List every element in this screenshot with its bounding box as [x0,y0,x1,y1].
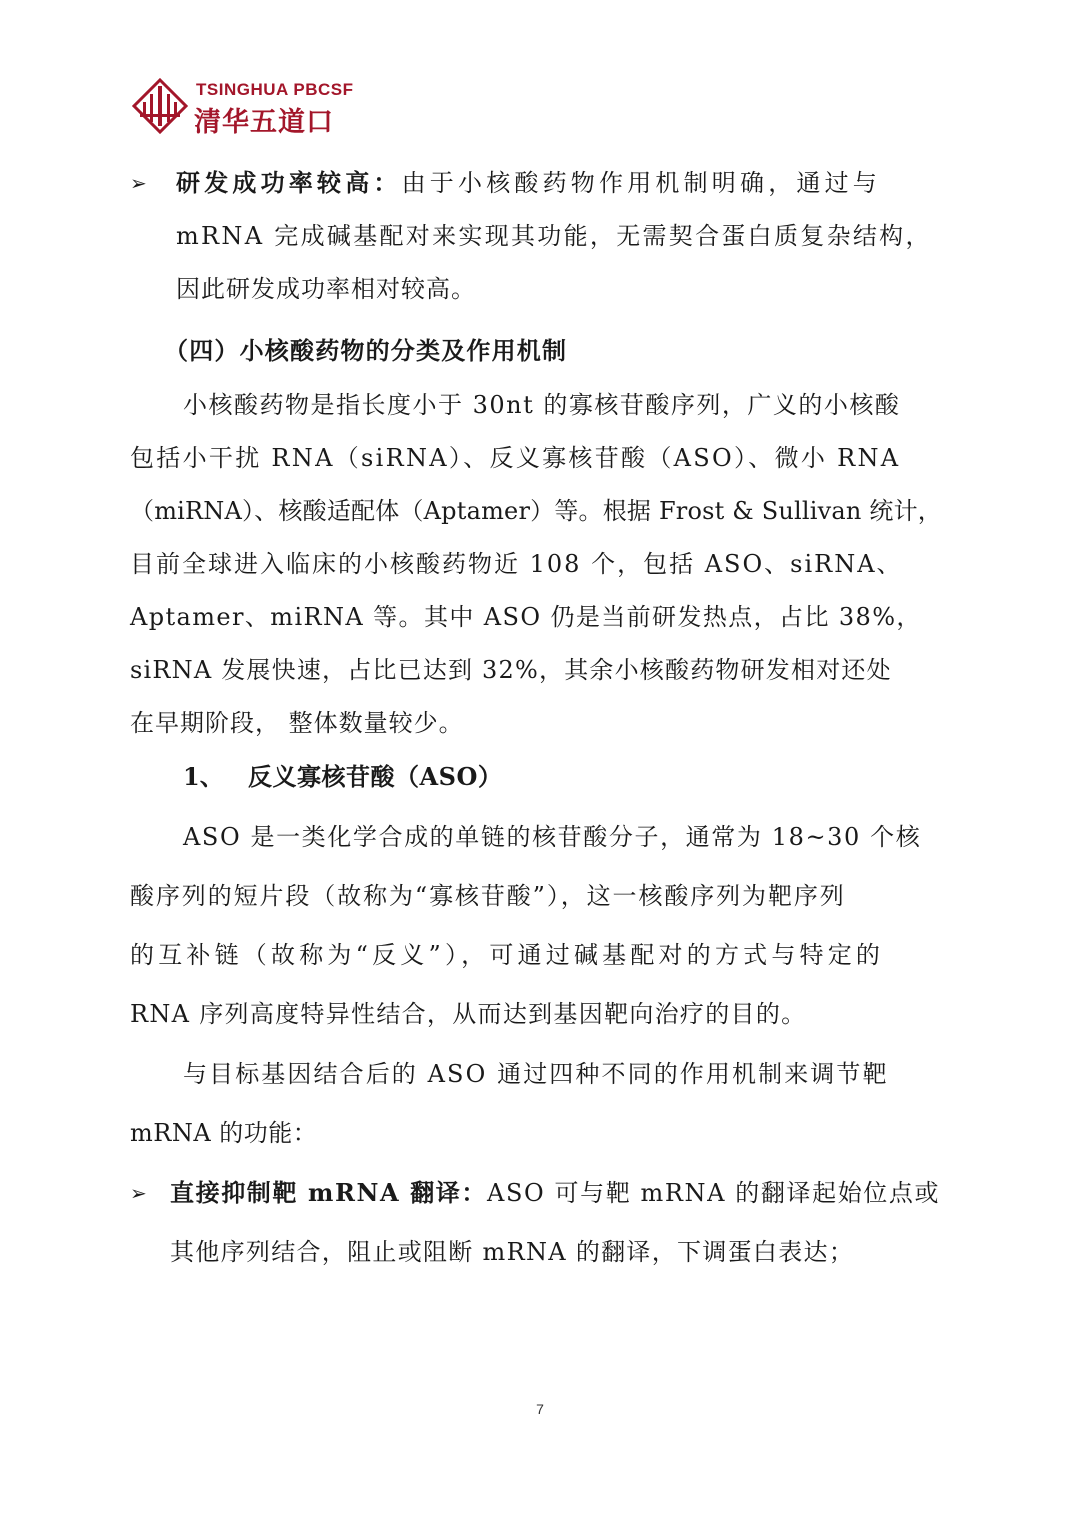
bullet-2-heading: 直接抑制靶 mRNA 翻译： [170,1178,488,1207]
paragraph-line: 在早期阶段， 整体数量较少。 [130,709,464,737]
paragraph-line: Aptamer、miRNA 等。其中 ASO 仍是当前研发热点，占比 38%， [130,603,922,631]
page-number: 7 [536,1401,544,1417]
bullet-2-text: ASO 可与靶 mRNA 的翻译起始位点或 [487,1179,941,1207]
header-logo [132,78,372,138]
tsinghua-pbcsf-logo-icon [132,78,188,134]
paragraph-line: RNA 序列高度特异性结合，从而达到基因靶向治疗的目的。 [130,1000,807,1028]
bullet-1-heading: 研发成功率较高： [176,168,402,197]
bullet-2-line-1 [170,1176,940,1210]
subsection-heading: 反义寡核苷酸（ASO） [248,762,503,791]
subsection-number: 1、 [183,762,224,791]
paragraph-line: （miRNA）、核酸适配体（Aptamer）等。根据 Frost & Sullivan 统计， [130,497,942,525]
arrowhead-bullet-icon: ➢ [130,1181,147,1205]
paragraph-line: mRNA 的功能： [130,1119,318,1147]
bullet-1-line-2: mRNA 完成碱基配对来实现其功能，无需契合蛋白质复杂结构， [176,222,932,250]
bullet-2-line-2: 其他序列结合，阻止或阻断 mRNA 的翻译，下调蛋白表达； [170,1238,855,1266]
paragraph-line: 包括小干扰 RNA（siRNA）、反义寡核苷酸（ASO）、微小 RNA [130,444,901,472]
paragraph-line: 目前全球进入临床的小核酸药物近 108 个，包括 ASO、siRNA、 [130,550,903,578]
logo-english-text: TSINGHUA PBCSF [196,80,354,99]
paragraph-line: 酸序列的短片段（故称为“寡核苷酸”），这一核酸序列为靶序列 [130,882,846,910]
logo-chinese-text: 清华五道口 [194,107,334,138]
arrowhead-bullet-icon: ➢ [130,171,147,195]
paragraph-line: 与目标基因结合后的 ASO 通过四种不同的作用机制来调节靶 [183,1060,889,1088]
bullet-1-text: 由于小核酸药物作用机制明确，通过与 [401,169,882,197]
paragraph-line: siRNA 发展快速，占比已达到 32%，其余小核酸药物研发相对还处 [130,656,892,684]
paragraph-line: 小核酸药物是指长度小于 30nt 的寡核苷酸序列，广义的小核酸 [183,391,901,419]
bullet-1-line-1 [176,166,881,200]
paragraph-line: ASO 是一类化学合成的单链的核苷酸分子，通常为 18~30 个核 [183,823,922,851]
paragraph-line: 的互补链（故称为“反义”），可通过碱基配对的方式与特定的 [130,941,885,969]
bullet-1-line-3: 因此研发成功率相对较高。 [176,275,476,303]
section-heading: （四）小核酸药物的分类及作用机制 [164,336,568,365]
